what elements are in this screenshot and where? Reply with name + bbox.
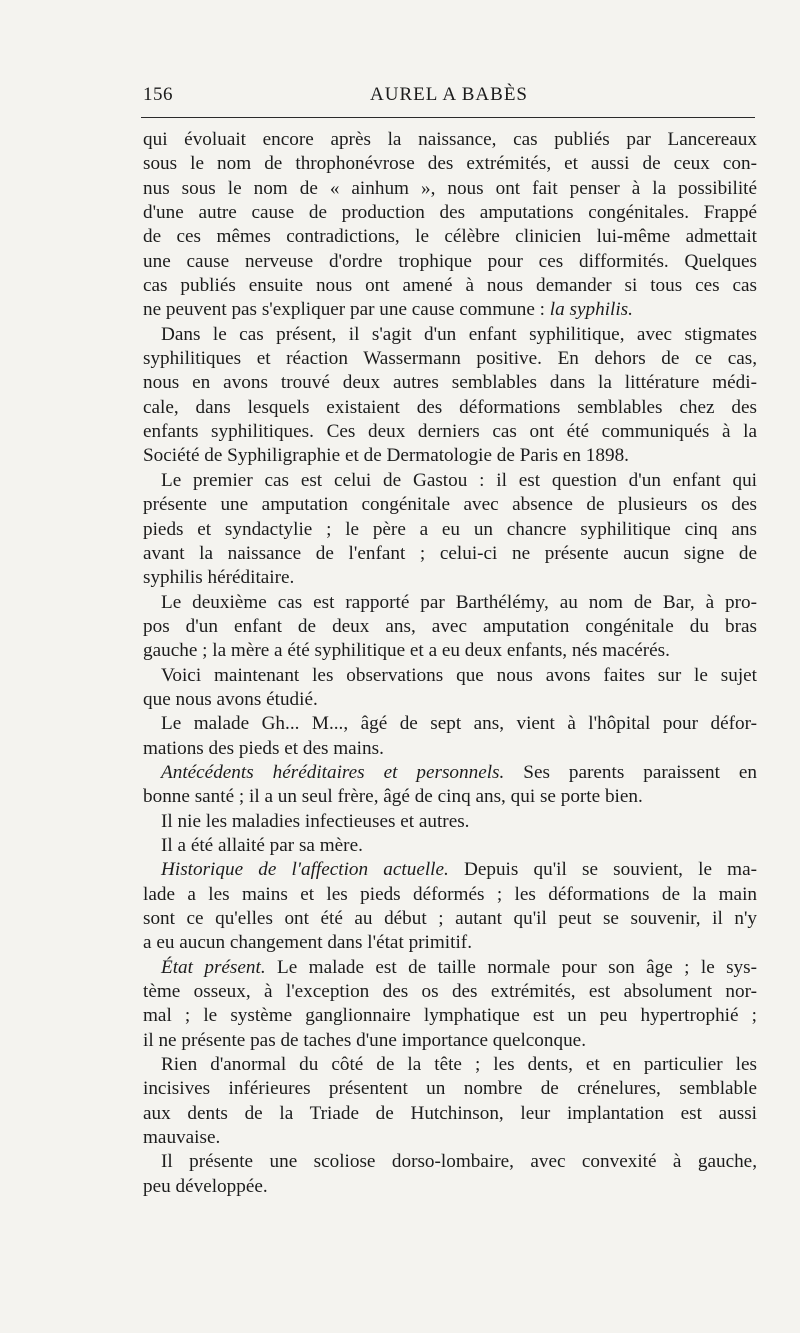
text-line bbox=[143, 444, 757, 468]
line-text: ne peuvent pas s'expliquer par une cause commune : bbox=[143, 299, 545, 321]
line-text: mauvaise. bbox=[143, 1127, 221, 1149]
line-text: Depuis qu'il se souvient, le ma- bbox=[463, 859, 757, 881]
text-line bbox=[143, 737, 757, 761]
line-text: que nous avons étudié. bbox=[143, 688, 318, 710]
line-text: qui évoluait encore après la naissance, cas publiés par Lancereaux bbox=[143, 129, 757, 150]
text-line bbox=[143, 1175, 757, 1199]
line-text: cas publiés ensuite nous ont amené à nous demander si tous ces cas bbox=[143, 275, 757, 297]
line-text: présente une amputation congénitale avec absence de plusieurs os des bbox=[143, 494, 757, 516]
text-line bbox=[143, 615, 757, 639]
text-line bbox=[143, 1029, 757, 1053]
italic-heading: Historique de l'affection actuelle. bbox=[161, 859, 449, 881]
line-text: lade a les mains et les pieds déformés ; les déformations de la main bbox=[143, 883, 757, 905]
text-line bbox=[143, 712, 757, 736]
text-line bbox=[143, 1077, 757, 1101]
text-line bbox=[143, 956, 757, 980]
line-text: pos d'un enfant de deux ans, avec amputation congénitale du bras bbox=[143, 615, 757, 637]
text-line bbox=[143, 420, 757, 444]
text-line bbox=[143, 298, 757, 322]
text-line bbox=[143, 347, 757, 371]
line-text: Il a été allaité par sa mère. bbox=[161, 834, 363, 856]
text-line bbox=[143, 664, 757, 688]
text-line bbox=[143, 883, 757, 907]
line-text: bonne santé ; il a un seul frère, âgé de cinq ans, qui se porte bien. bbox=[143, 786, 643, 808]
line-text: tème osseux, à l'exception des os des extrémités, est absolument nor- bbox=[143, 981, 757, 1003]
header-rule bbox=[141, 117, 755, 118]
text-line bbox=[143, 323, 757, 347]
text-line bbox=[143, 761, 757, 785]
line-text: Société de Syphiligraphie et de Dermatologie de Paris en 1898. bbox=[143, 445, 629, 467]
line-text: nous en avons trouvé deux autres semblables dans la littérature médi- bbox=[143, 372, 757, 394]
text-line bbox=[143, 201, 757, 225]
text-line bbox=[143, 834, 757, 858]
line-text: d'une autre cause de production des amputations congénitales. Frappé bbox=[143, 202, 757, 224]
text-line bbox=[143, 1150, 757, 1174]
text-line bbox=[143, 858, 757, 882]
line-text: gauche ; la mère a été syphilitique et a eu deux enfants, nés macérés. bbox=[143, 640, 670, 662]
text-line bbox=[143, 371, 757, 395]
line-text: une cause nerveuse d'ordre trophique pour ces difformités. Quelques bbox=[143, 250, 757, 272]
text-line bbox=[143, 250, 757, 274]
text-line bbox=[143, 591, 757, 615]
line-text: mal ; le système ganglionnaire lymphatique est un peu hypertrophié ; bbox=[143, 1005, 757, 1027]
line-text: pieds et syndactylie ; le père a eu un chancre syphilitique cinq ans bbox=[143, 518, 757, 540]
text-line bbox=[143, 225, 757, 249]
line-text: Il présente une scoliose dorso-lombaire, avec convexité à gauche, bbox=[161, 1151, 757, 1173]
text-line bbox=[143, 639, 757, 663]
text-line bbox=[143, 931, 757, 955]
line-text: sous le nom de throphonévrose des extrémités, et aussi de ceux con- bbox=[143, 153, 757, 175]
line-text: avant la naissance de l'enfant ; celui-ci ne présente aucun signe de bbox=[143, 542, 757, 564]
line-text: Rien d'anormal du côté de la tête ; les dents, et en particulier les bbox=[161, 1054, 757, 1076]
text-line bbox=[143, 1004, 757, 1028]
line-text: de ces mêmes contradictions, le célèbre clinicien lui-même admettait bbox=[143, 226, 757, 248]
text-line bbox=[143, 566, 757, 590]
italic-heading: Antécédents héréditaires et personnels. bbox=[161, 761, 505, 783]
line-text: mations des pieds et des mains. bbox=[143, 737, 384, 759]
text-line bbox=[143, 1102, 757, 1126]
line-text: Ses parents paraissent en bbox=[523, 761, 758, 783]
running-title: AUREL A BABÈS bbox=[370, 84, 528, 105]
line-text: aux dents de la Triade de Hutchinson, leur implantation est aussi bbox=[143, 1102, 757, 1124]
text-line bbox=[143, 518, 757, 542]
text-line bbox=[143, 128, 757, 152]
text-line bbox=[143, 177, 757, 201]
text-line bbox=[143, 542, 757, 566]
text-line bbox=[143, 980, 757, 1004]
line-text: a eu aucun changement dans l'état primitif. bbox=[143, 932, 472, 954]
line-text: sont ce qu'elles ont été au début ; autant qu'il peut se souvenir, il n'y bbox=[143, 908, 757, 929]
line-text: syphilitiques et réaction Wassermann positive. En dehors de ce cas, bbox=[143, 348, 757, 370]
text-line bbox=[143, 785, 757, 809]
line-text: il ne présente pas de taches d'une importance quelconque. bbox=[143, 1029, 586, 1051]
text-line bbox=[143, 1053, 757, 1077]
line-text: cale, dans lesquels existaient des déformations semblables chez des bbox=[143, 396, 757, 418]
line-text: syphilis héréditaire. bbox=[143, 567, 295, 589]
text-line bbox=[143, 810, 757, 834]
running-header bbox=[143, 84, 755, 110]
text-line bbox=[143, 493, 757, 517]
body-text bbox=[143, 128, 757, 1199]
line-text: Il nie les maladies infectieuses et autres. bbox=[161, 810, 470, 832]
line-text: Dans le cas présent, il s'agit d'un enfant syphilitique, avec stigmates bbox=[161, 323, 757, 345]
text-line bbox=[143, 688, 757, 712]
text-line bbox=[143, 396, 757, 420]
line-text: Le premier cas est celui de Gastou : il est question d'un enfant qui bbox=[161, 469, 757, 491]
line-text: incisives inférieures présentent un nombre de crénelures, semblable bbox=[143, 1078, 757, 1100]
text-line bbox=[143, 1126, 757, 1150]
line-text: Le deuxième cas est rapporté par Barthélémy, au nom de Bar, à pro- bbox=[161, 591, 757, 613]
line-text: Le malade Gh... M..., âgé de sept ans, vient à l'hôpital pour défor- bbox=[161, 713, 757, 735]
text-line bbox=[143, 907, 757, 931]
italic-phrase: la syphilis. bbox=[549, 299, 633, 321]
italic-heading: État présent. bbox=[161, 956, 266, 978]
text-line bbox=[143, 274, 757, 298]
line-text: Le malade est de taille normale pour son âge ; le sys- bbox=[277, 956, 757, 978]
line-text: Voici maintenant les observations que nous avons faites sur le sujet bbox=[161, 664, 757, 686]
text-line bbox=[143, 469, 757, 493]
line-text: enfants syphilitiques. Ces deux derniers cas ont été communiqués à la bbox=[143, 421, 757, 443]
text-line bbox=[143, 152, 757, 176]
line-text: nus sous le nom de « ainhum », nous ont fait penser à la possibilité bbox=[143, 177, 757, 199]
line-text: peu développée. bbox=[143, 1175, 268, 1197]
page-number: 156 bbox=[143, 84, 173, 105]
